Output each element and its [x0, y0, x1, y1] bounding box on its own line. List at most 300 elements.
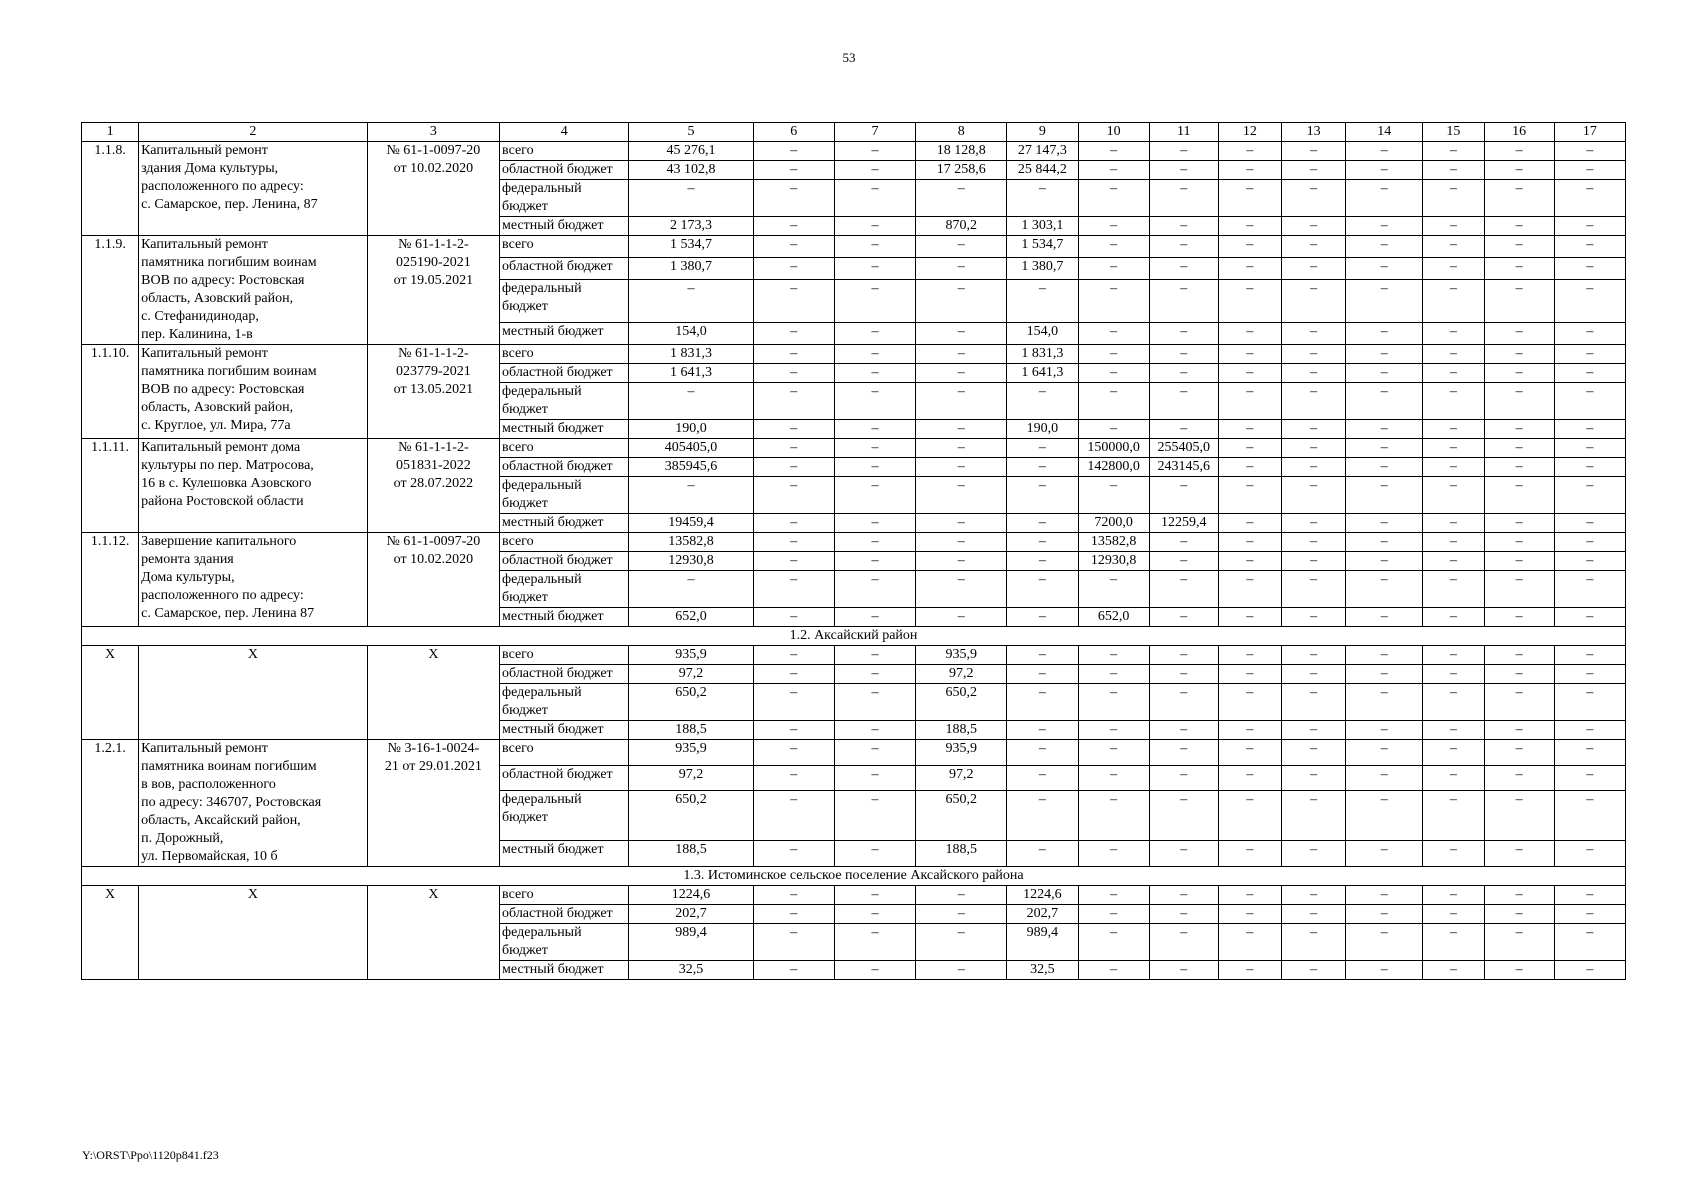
amount-cell: – [1554, 217, 1625, 236]
amount-cell: – [1346, 571, 1423, 608]
amount-cell: 45 276,1 [629, 142, 753, 161]
amount-cell: – [753, 217, 834, 236]
funding-source-label: всего [500, 646, 629, 665]
funding-source-label: федеральный бюджет [500, 571, 629, 608]
amount-cell: – [1423, 420, 1484, 439]
amount-cell: – [1423, 961, 1484, 980]
amount-cell: 650,2 [916, 791, 1007, 841]
amount-cell: 2 173,3 [629, 217, 753, 236]
item-number: 1.1.9. [82, 236, 139, 345]
amount-cell: – [1282, 841, 1346, 867]
amount-cell: – [1484, 217, 1554, 236]
amount-cell: – [1484, 322, 1554, 344]
amount-cell: 154,0 [629, 322, 753, 344]
amount-cell: 989,4 [1007, 924, 1078, 961]
amount-cell: – [1484, 740, 1554, 766]
amount-cell: – [916, 514, 1007, 533]
amount-cell: – [1346, 552, 1423, 571]
amount-cell: – [834, 258, 915, 280]
amount-cell: – [1078, 217, 1149, 236]
amount-cell: – [1078, 905, 1149, 924]
amount-cell: – [1484, 841, 1554, 867]
amount-cell: – [1282, 721, 1346, 740]
amount-cell: – [1218, 886, 1281, 905]
amount-cell: – [1423, 552, 1484, 571]
amount-cell: – [1554, 458, 1625, 477]
amount-cell: – [1218, 961, 1281, 980]
amount-cell: – [1149, 345, 1218, 364]
amount-cell: – [834, 961, 915, 980]
amount-cell: – [1149, 322, 1218, 344]
amount-cell: 1 831,3 [629, 345, 753, 364]
amount-cell: 32,5 [629, 961, 753, 980]
amount-cell: – [834, 217, 915, 236]
amount-cell: 18 128,8 [916, 142, 1007, 161]
amount-cell: – [1149, 533, 1218, 552]
amount-cell: – [1423, 439, 1484, 458]
column-number-header: 12 [1218, 123, 1281, 142]
amount-cell: – [1282, 322, 1346, 344]
amount-cell: – [1007, 684, 1078, 721]
amount-cell: – [1218, 364, 1281, 383]
amount-cell: – [753, 364, 834, 383]
amount-cell: – [1218, 533, 1281, 552]
amount-cell: 13582,8 [629, 533, 753, 552]
column-number-header: 10 [1078, 123, 1149, 142]
amount-cell: – [1423, 924, 1484, 961]
amount-cell: – [1346, 439, 1423, 458]
amount-cell: – [1078, 236, 1149, 258]
amount-cell: – [1484, 646, 1554, 665]
amount-cell: 1224,6 [629, 886, 753, 905]
amount-cell: – [1218, 905, 1281, 924]
funding-source-label: областной бюджет [500, 364, 629, 383]
amount-cell: – [1554, 364, 1625, 383]
amount-cell: – [916, 886, 1007, 905]
amount-cell: – [1554, 280, 1625, 323]
amount-cell: – [916, 571, 1007, 608]
amount-cell: – [1007, 721, 1078, 740]
funding-source-label: всего [500, 439, 629, 458]
amount-cell: – [1346, 514, 1423, 533]
amount-cell: – [1554, 608, 1625, 627]
amount-cell: 25 844,2 [1007, 161, 1078, 180]
column-number-header: 3 [367, 123, 499, 142]
amount-cell: – [1078, 765, 1149, 791]
amount-cell: – [916, 280, 1007, 323]
column-number-header: 17 [1554, 123, 1625, 142]
amount-cell: – [834, 571, 915, 608]
amount-cell: – [1218, 841, 1281, 867]
funding-source-label: областной бюджет [500, 458, 629, 477]
column-number-header: 15 [1423, 123, 1484, 142]
amount-cell: – [1078, 886, 1149, 905]
section-title: 1.3. Истоминское сельское поселение Аксайского района [82, 867, 1626, 886]
item-document-number: № 3-16-1-0024- 21 от 29.01.2021 [367, 740, 499, 867]
amount-cell: – [1078, 740, 1149, 766]
item-name: Х [139, 886, 368, 980]
amount-cell: – [1346, 533, 1423, 552]
amount-cell: – [1423, 161, 1484, 180]
amount-cell: 1 380,7 [1007, 258, 1078, 280]
amount-cell: – [753, 180, 834, 217]
item-document-number: № 61-1-0097-20 от 10.02.2020 [367, 142, 499, 236]
amount-cell: 97,2 [629, 765, 753, 791]
amount-cell: – [1554, 552, 1625, 571]
amount-cell: – [1346, 217, 1423, 236]
amount-cell: 1 641,3 [1007, 364, 1078, 383]
amount-cell: – [629, 180, 753, 217]
amount-cell: – [1346, 721, 1423, 740]
amount-cell: – [834, 684, 915, 721]
amount-cell: – [1078, 571, 1149, 608]
item-number: Х [82, 886, 139, 980]
amount-cell: – [1346, 258, 1423, 280]
amount-cell: – [1218, 258, 1281, 280]
amount-cell: – [1078, 258, 1149, 280]
amount-cell: – [1282, 280, 1346, 323]
amount-cell: – [1007, 646, 1078, 665]
amount-cell: 202,7 [629, 905, 753, 924]
amount-cell: – [916, 322, 1007, 344]
amount-cell: – [1007, 383, 1078, 420]
amount-cell: – [1282, 477, 1346, 514]
amount-cell: – [1218, 765, 1281, 791]
amount-cell: – [1282, 608, 1346, 627]
amount-cell: – [1282, 514, 1346, 533]
amount-cell: – [1484, 280, 1554, 323]
amount-cell: – [1346, 383, 1423, 420]
amount-cell: 405405,0 [629, 439, 753, 458]
amount-cell: – [753, 886, 834, 905]
amount-cell: – [1554, 841, 1625, 867]
amount-cell: – [753, 608, 834, 627]
amount-cell: 650,2 [916, 684, 1007, 721]
amount-cell: – [1149, 161, 1218, 180]
column-number-header: 16 [1484, 123, 1554, 142]
amount-cell: – [1078, 161, 1149, 180]
item-number: 1.1.12. [82, 533, 139, 627]
funding-source-label: местный бюджет [500, 961, 629, 980]
amount-cell: – [1149, 217, 1218, 236]
column-number-header: 5 [629, 123, 753, 142]
amount-cell: – [916, 180, 1007, 217]
funding-source-label: местный бюджет [500, 420, 629, 439]
amount-cell: – [1218, 791, 1281, 841]
amount-cell: – [1554, 665, 1625, 684]
amount-cell: 1 831,3 [1007, 345, 1078, 364]
amount-cell: – [1282, 684, 1346, 721]
amount-cell: – [1346, 791, 1423, 841]
column-number-header: 11 [1149, 123, 1218, 142]
column-number-header: 8 [916, 123, 1007, 142]
table-row [82, 533, 1626, 552]
amount-cell: – [916, 439, 1007, 458]
item-document-number: № 61-1-0097-20 от 10.02.2020 [367, 533, 499, 627]
amount-cell: – [1423, 533, 1484, 552]
amount-cell: – [1149, 886, 1218, 905]
amount-cell: 385945,6 [629, 458, 753, 477]
amount-cell: – [753, 841, 834, 867]
amount-cell: – [1554, 161, 1625, 180]
amount-cell: 1 303,1 [1007, 217, 1078, 236]
amount-cell: – [1423, 364, 1484, 383]
amount-cell: – [1554, 791, 1625, 841]
amount-cell: – [834, 791, 915, 841]
amount-cell: – [1007, 458, 1078, 477]
amount-cell: – [834, 477, 915, 514]
amount-cell: – [1484, 180, 1554, 217]
amount-cell: – [1423, 258, 1484, 280]
amount-cell: – [753, 161, 834, 180]
amount-cell: – [834, 841, 915, 867]
amount-cell: – [1282, 439, 1346, 458]
funding-source-label: местный бюджет [500, 217, 629, 236]
column-number-header: 9 [1007, 123, 1078, 142]
amount-cell: – [834, 765, 915, 791]
amount-cell: – [1149, 258, 1218, 280]
amount-cell: – [916, 533, 1007, 552]
amount-cell: – [834, 280, 915, 323]
amount-cell: – [1218, 665, 1281, 684]
amount-cell: – [1346, 142, 1423, 161]
amount-cell: – [1423, 458, 1484, 477]
amount-cell: – [753, 439, 834, 458]
column-number-row [82, 123, 1626, 142]
amount-cell: – [834, 533, 915, 552]
funding-source-label: местный бюджет [500, 608, 629, 627]
amount-cell: 154,0 [1007, 322, 1078, 344]
column-number-header: 6 [753, 123, 834, 142]
amount-cell: – [1007, 514, 1078, 533]
amount-cell: – [1346, 280, 1423, 323]
item-name: Завершение капитального ремонта здания Дома культуры, расположенного по адресу: с. Самарское, пер. Ленина 87 [139, 533, 368, 627]
amount-cell: – [1149, 961, 1218, 980]
amount-cell: – [1218, 142, 1281, 161]
amount-cell: – [1078, 142, 1149, 161]
funding-source-label: всего [500, 236, 629, 258]
amount-cell: – [1218, 740, 1281, 766]
amount-cell: – [1149, 740, 1218, 766]
amount-cell: – [1007, 571, 1078, 608]
amount-cell: 935,9 [916, 646, 1007, 665]
amount-cell: – [834, 439, 915, 458]
amount-cell: – [834, 514, 915, 533]
amount-cell: – [1484, 721, 1554, 740]
amount-cell: – [1484, 684, 1554, 721]
amount-cell: – [1554, 684, 1625, 721]
amount-cell: 190,0 [1007, 420, 1078, 439]
amount-cell: – [753, 905, 834, 924]
amount-cell: – [1484, 161, 1554, 180]
amount-cell: – [916, 905, 1007, 924]
amount-cell: – [834, 924, 915, 961]
amount-cell: – [1554, 383, 1625, 420]
amount-cell: – [753, 142, 834, 161]
amount-cell: – [1484, 905, 1554, 924]
item-document-number: № 61-1-1-2- 025190-2021 от 19.05.2021 [367, 236, 499, 345]
amount-cell: – [834, 420, 915, 439]
amount-cell: – [629, 477, 753, 514]
amount-cell: – [1007, 608, 1078, 627]
amount-cell: – [916, 258, 1007, 280]
footer-file-path: Y:\ORST\Ppo\1120p841.f23 [82, 1148, 219, 1162]
amount-cell: – [1007, 180, 1078, 217]
amount-cell: – [1346, 665, 1423, 684]
section-header-row [82, 867, 1626, 886]
item-name: Капитальный ремонт памятника погибшим воинам ВОВ по адресу: Ростовская область, Азовский район, с. Стефанидинодар, пер. Калинина, 1-в [139, 236, 368, 345]
amount-cell: 150000,0 [1078, 439, 1149, 458]
amount-cell: – [1007, 791, 1078, 841]
amount-cell: 243145,6 [1149, 458, 1218, 477]
amount-cell: – [1282, 961, 1346, 980]
amount-cell: – [753, 514, 834, 533]
funding-source-label: областной бюджет [500, 258, 629, 280]
amount-cell: – [834, 322, 915, 344]
amount-cell: 142800,0 [1078, 458, 1149, 477]
amount-cell: – [753, 458, 834, 477]
amount-cell: – [1423, 142, 1484, 161]
amount-cell: – [1078, 841, 1149, 867]
item-name: Капитальный ремонт памятника воинам погибшим в вов, расположенного по адресу: 346707, Ростовская область, Аксайский район, п. Дорожный, ул. Первомайская, 10 б [139, 740, 368, 867]
amount-cell: – [1218, 345, 1281, 364]
amount-cell: 97,2 [916, 665, 1007, 684]
table-row [82, 142, 1626, 161]
amount-cell: – [1078, 180, 1149, 217]
amount-cell: – [916, 608, 1007, 627]
amount-cell: – [1282, 665, 1346, 684]
table-row [82, 886, 1626, 905]
amount-cell: – [916, 236, 1007, 258]
amount-cell: – [1078, 646, 1149, 665]
amount-cell: 188,5 [916, 841, 1007, 867]
amount-cell: – [1346, 886, 1423, 905]
amount-cell: – [1554, 142, 1625, 161]
amount-cell: – [1346, 236, 1423, 258]
amount-cell: – [753, 646, 834, 665]
amount-cell: – [1554, 439, 1625, 458]
amount-cell: 935,9 [629, 646, 753, 665]
amount-cell: – [834, 345, 915, 364]
amount-cell: – [1554, 924, 1625, 961]
column-number-header: 2 [139, 123, 368, 142]
amount-cell: – [834, 905, 915, 924]
amount-cell: – [1078, 364, 1149, 383]
amount-cell: – [834, 646, 915, 665]
item-name: Х [139, 646, 368, 740]
amount-cell: – [916, 364, 1007, 383]
amount-cell: – [1218, 236, 1281, 258]
amount-cell: – [1282, 791, 1346, 841]
amount-cell: – [1346, 322, 1423, 344]
amount-cell: – [1078, 420, 1149, 439]
amount-cell: – [1007, 533, 1078, 552]
amount-cell: – [1218, 280, 1281, 323]
amount-cell: – [1078, 477, 1149, 514]
amount-cell: – [1218, 420, 1281, 439]
funding-source-label: федеральный бюджет [500, 280, 629, 323]
column-number-header: 13 [1282, 123, 1346, 142]
amount-cell: – [1554, 886, 1625, 905]
amount-cell: – [1007, 552, 1078, 571]
amount-cell: 935,9 [629, 740, 753, 766]
amount-cell: – [1484, 608, 1554, 627]
amount-cell: – [1218, 161, 1281, 180]
amount-cell: – [1149, 571, 1218, 608]
amount-cell: – [629, 280, 753, 323]
amount-cell: – [753, 740, 834, 766]
amount-cell: 935,9 [916, 740, 1007, 766]
amount-cell: – [834, 665, 915, 684]
amount-cell: – [1007, 841, 1078, 867]
item-document-number: № 61-1-1-2- 051831-2022 от 28.07.2022 [367, 439, 499, 533]
page-number: 53 [842, 50, 856, 65]
amount-cell: – [753, 322, 834, 344]
amount-cell: – [1282, 458, 1346, 477]
amount-cell: – [1149, 721, 1218, 740]
amount-cell: – [1282, 533, 1346, 552]
amount-cell: – [834, 142, 915, 161]
item-number: 1.1.11. [82, 439, 139, 533]
funding-source-label: областной бюджет [500, 161, 629, 180]
amount-cell: – [1218, 217, 1281, 236]
amount-cell: – [1346, 765, 1423, 791]
amount-cell: – [1554, 420, 1625, 439]
amount-cell: – [1423, 322, 1484, 344]
amount-cell: – [1282, 740, 1346, 766]
amount-cell: – [1078, 345, 1149, 364]
amount-cell: – [1423, 571, 1484, 608]
amount-cell: – [1484, 514, 1554, 533]
amount-cell: – [1554, 765, 1625, 791]
amount-cell: – [1423, 217, 1484, 236]
amount-cell: – [1149, 924, 1218, 961]
amount-cell: – [1423, 721, 1484, 740]
funding-source-label: федеральный бюджет [500, 791, 629, 841]
amount-cell: – [1484, 552, 1554, 571]
amount-cell: – [1346, 420, 1423, 439]
budget-table [81, 122, 1626, 980]
amount-cell: – [1423, 514, 1484, 533]
amount-cell: – [834, 740, 915, 766]
amount-cell: – [1346, 364, 1423, 383]
amount-cell: – [753, 533, 834, 552]
amount-cell: – [834, 552, 915, 571]
amount-cell: – [1484, 765, 1554, 791]
amount-cell: – [1078, 791, 1149, 841]
amount-cell: – [1484, 142, 1554, 161]
amount-cell: – [1346, 608, 1423, 627]
amount-cell: – [1282, 552, 1346, 571]
amount-cell: – [1554, 345, 1625, 364]
amount-cell: – [1423, 886, 1484, 905]
amount-cell: – [1423, 841, 1484, 867]
column-number-header: 14 [1346, 123, 1423, 142]
table-row [82, 345, 1626, 364]
amount-cell: – [1484, 665, 1554, 684]
amount-cell: – [753, 345, 834, 364]
amount-cell: 1 641,3 [629, 364, 753, 383]
item-document-number: Х [367, 646, 499, 740]
amount-cell: – [1554, 646, 1625, 665]
table-row [82, 740, 1626, 766]
amount-cell: – [753, 961, 834, 980]
item-document-number: № 61-1-1-2- 023779-2021 от 13.05.2021 [367, 345, 499, 439]
amount-cell: 188,5 [629, 841, 753, 867]
amount-cell: – [1218, 458, 1281, 477]
amount-cell: – [1149, 477, 1218, 514]
amount-cell: – [834, 161, 915, 180]
